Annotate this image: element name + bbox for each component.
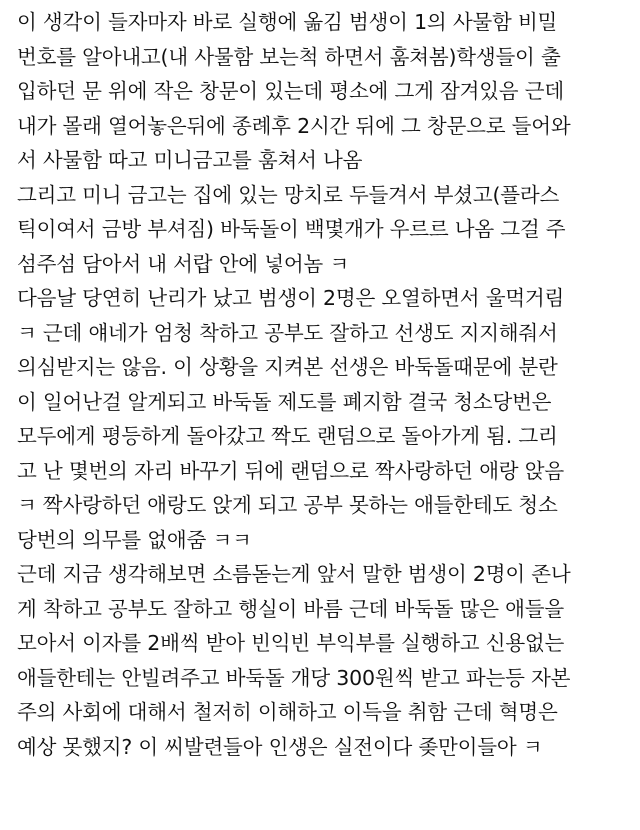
- text-line-15: ㅋ 짝사랑하던 애랑도 앉게 되고 공부 못하는 애들한테도 청소: [17, 493, 558, 517]
- text-line-9: 다음날 당연히 난리가 났고 범생이 2명은 오열하면서 울먹거림: [17, 286, 565, 310]
- text-line-19: 모아서 이자를 2배씩 받아 빈익빈 부익부를 실행하고 신용없는: [17, 631, 565, 655]
- text-line-3: 입하던 문 위에 작은 창문이 있는데 평소에 그게 잠겨있음 근데: [17, 79, 564, 103]
- text-line-16: 당번의 의무를 없애줌 ㅋㅋ: [17, 527, 252, 552]
- text-line-17: 근데 지금 생각해보면 소름돋는게 앞서 말한 범생이 2명이 존나: [17, 562, 571, 586]
- text-line-20: 애들한테는 안빌려주고 바둑돌 개당 300원씩 받고 파는등 자본: [17, 665, 571, 690]
- text-line-6: 그리고 미니 금고는 집에 있는 망치로 두들겨서 부셨고(플라스: [17, 182, 560, 207]
- text-line-8: 섬주섬 담아서 내 서랍 안에 넣어놈 ㅋ: [17, 251, 349, 276]
- text-line-7: 틱이여서 금방 부셔짐) 바둑돌이 백몇개가 우르르 나옴 그걸 주: [17, 217, 566, 241]
- text-line-5: 서 사물함 따고 미니금고를 훔쳐서 나옴: [17, 148, 363, 172]
- text-line-13: 모두에게 평등하게 돌아갔고 짝도 랜덤으로 돌아가게 됨. 그리: [17, 424, 558, 448]
- text-line-4: 내가 몰래 열어놓은뒤에 종례후 2시간 뒤에 그 창문으로 들어와: [17, 113, 571, 138]
- text-line-21: 주의 사회에 대해서 철저히 이해하고 이득을 취함 근데 혁명은: [17, 700, 558, 724]
- text-line-10: ㅋ 근데 얘네가 엄청 착하고 공부도 잘하고 선생도 지지해줘서: [17, 320, 558, 345]
- text-line-14: 고 난 몇번의 자리 바꾸기 뒤에 랜덤으로 짝사랑하던 애랑 앉음: [17, 458, 564, 483]
- text-line-2: 번호를 알아내고(내 사물함 보는척 하면서 훔쳐봄)학생들이 출: [17, 44, 561, 69]
- text-line-1: 이 생각이 들자마자 바로 실행에 옮김 범생이 1의 사물함 비밀: [17, 10, 558, 34]
- text-line-12: 이 일어난걸 알게되고 바둑돌 제도를 폐지함 결국 청소당번은: [17, 389, 552, 414]
- text-line-22: 예상 못했지? 이 씨발련들아 인생은 실전이다 좆만이들아 ㅋ: [17, 734, 543, 759]
- text-line-18: 게 착하고 공부도 잘하고 행실이 바름 근데 바둑돌 많은 애들을: [17, 596, 564, 621]
- text-line-11: 의심받지는 않음. 이 상황을 지켜본 선생은 바둑돌때문에 분란: [17, 355, 558, 379]
- post-body: [17, 5, 633, 764]
